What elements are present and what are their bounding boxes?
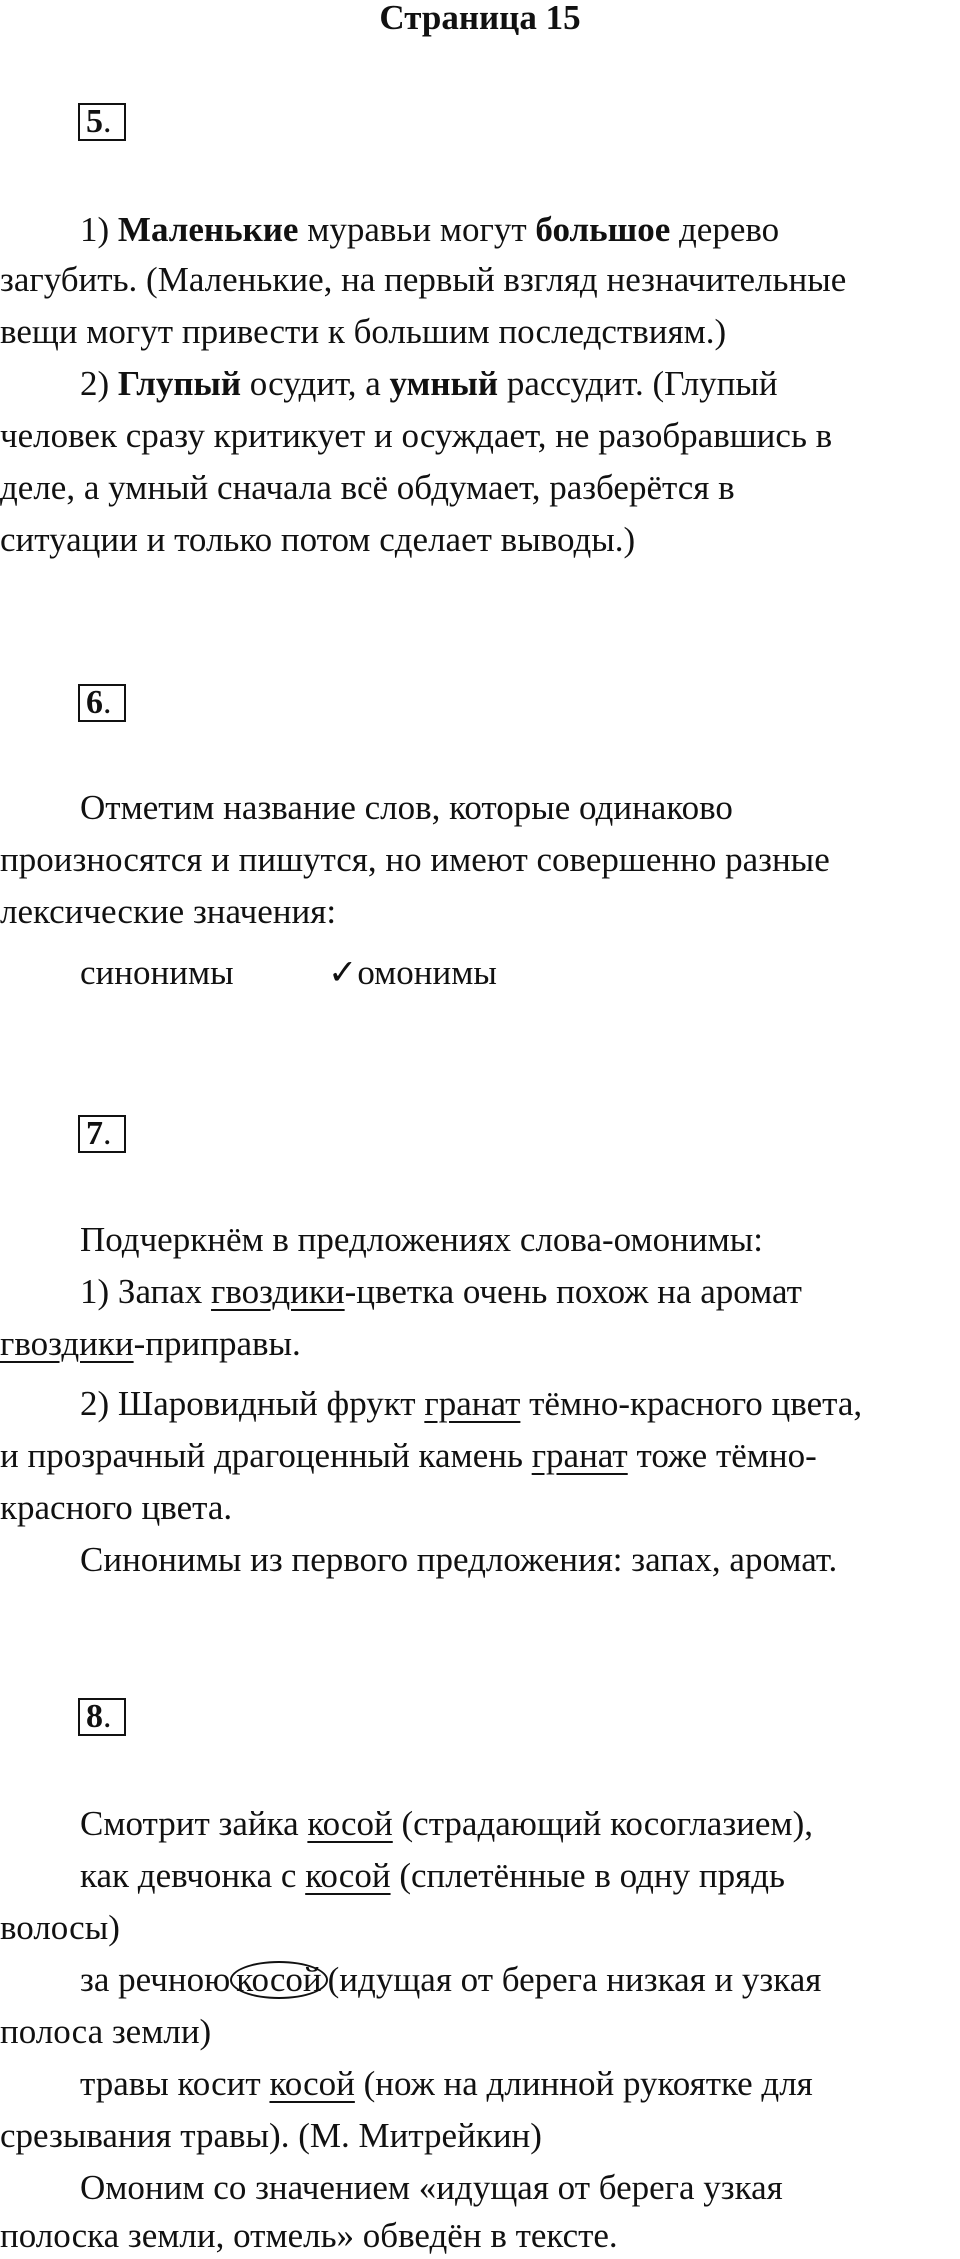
- task8-line: волосы): [0, 1908, 120, 1947]
- task-number-8: 8.: [78, 1698, 126, 1736]
- task6-line: Отметим название слов, которые одинаково: [80, 788, 733, 827]
- task5-line: человек сразу критикует и осуждает, не разобравшись в: [0, 416, 833, 455]
- task5-line: ситуации и только потом сделает выводы.): [0, 520, 636, 559]
- option-synonyms: синонимы: [80, 953, 234, 992]
- page-title: Страница 15: [379, 0, 581, 37]
- task6-line: лексические значения:: [0, 892, 337, 931]
- task5-line: вещи могут привести к большим последствиям.): [0, 312, 727, 351]
- task5-line: 1) Маленькие муравьи могут большое дерево: [80, 210, 780, 249]
- task7-line: Синонимы из первого предложения: запах, аромат.: [80, 1540, 838, 1579]
- task7-line: Подчеркнём в предложениях слова-омонимы:: [80, 1220, 764, 1259]
- task-number-6: 6.: [78, 684, 126, 722]
- circled-word: косой: [230, 1961, 327, 1999]
- task8-line: Омоним со значением «идущая от берега узкая: [80, 2168, 783, 2207]
- task5-line: загубить. (Маленькие, на первый взгляд незначительные: [0, 260, 847, 299]
- task8-line: Смотрит зайка косой (страдающий косоглазием),: [80, 1804, 813, 1843]
- task5-line: 2) Глупый осудит, а умный рассудит. (Глупый: [80, 364, 778, 403]
- task7-line: гвоздики-приправы.: [0, 1324, 301, 1363]
- task8-line: полоса земли): [0, 2012, 212, 2051]
- task6-line: произносятся и пишутся, но имеют совершенно разные: [0, 840, 830, 879]
- task8-line: полоска земли, отмель» обведён в тексте.: [0, 2216, 618, 2255]
- task-number-5: 5.: [78, 103, 126, 141]
- task8-line: как девчонка с косой (сплетённые в одну прядь: [80, 1856, 785, 1895]
- option-homonyms: ✓омонимы: [328, 953, 497, 992]
- task8-line: за речною косой (идущая от берега низкая и узкая: [80, 1960, 822, 1999]
- task7-line: красного цвета.: [0, 1488, 233, 1527]
- task5-line: деле, а умный сначала всё обдумает, разберётся в: [0, 468, 735, 507]
- task7-line: 1) Запах гвоздики-цветка очень похож на аромат: [80, 1272, 802, 1311]
- task-number-7: 7.: [78, 1115, 126, 1153]
- task8-line: срезывания травы). (М. Митрейкин): [0, 2116, 542, 2155]
- task7-line: 2) Шаровидный фрукт гранат тёмно-красного цвета,: [80, 1384, 863, 1423]
- task7-line: и прозрачный драгоценный камень гранат тоже тёмно-: [0, 1436, 817, 1475]
- check-mark-icon: ✓: [328, 953, 358, 992]
- task8-line: травы косит косой (нож на длинной рукоятке для: [80, 2064, 813, 2103]
